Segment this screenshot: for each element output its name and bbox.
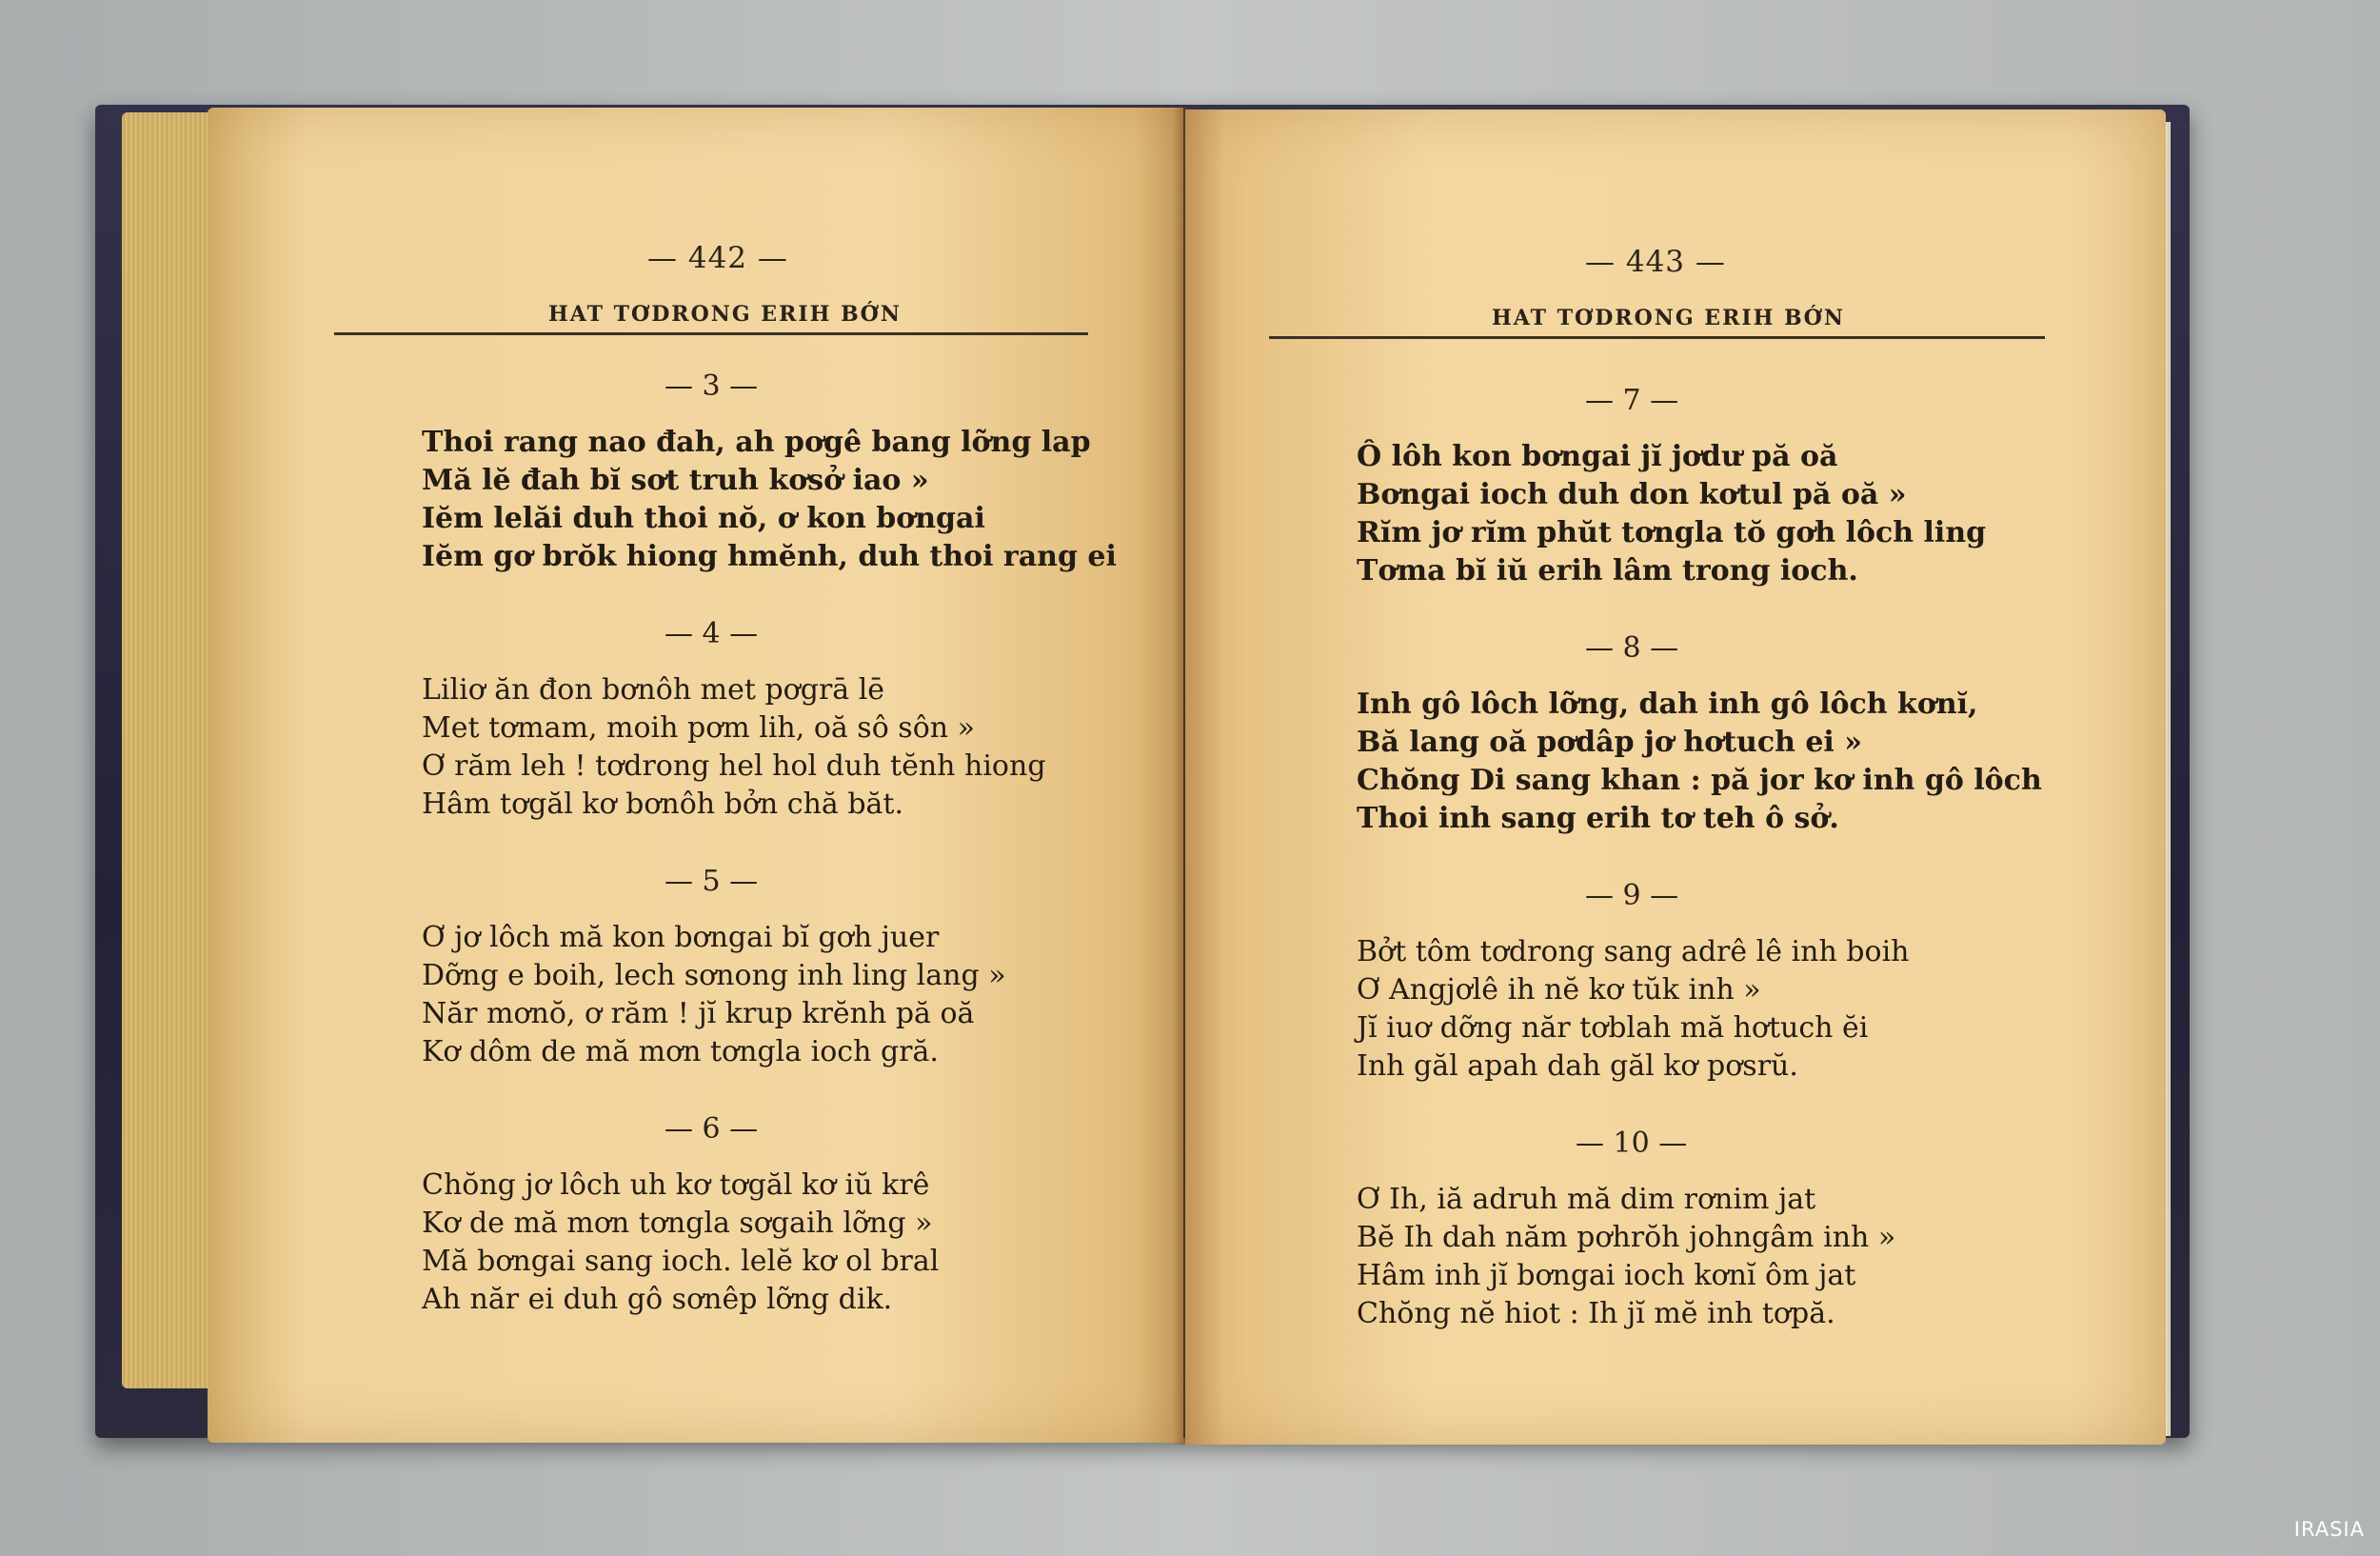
verse-line: Dỡng e boih, lech sơnong inh ling lang » — [422, 959, 1006, 992]
stanza-number: — 9 — — [1585, 879, 1679, 912]
running-head: HAT TƠDRONG ERIH BỚN — [548, 302, 902, 327]
running-head: HAT TƠDRONG ERIH BỚN — [1492, 306, 1845, 330]
verse-line: Kơ dôm de mă mơn tơngla ioch gră. — [422, 1035, 939, 1068]
verse-line: Mă bơngai sang ioch. lelĕ kơ ol bral — [422, 1245, 940, 1278]
verse-line: Thoi inh sang erih tơ teh ô sở. — [1357, 802, 1839, 835]
verse-line: Inh gô lôch lỡng, dah inh gô lôch kơnĭ, — [1357, 688, 1978, 721]
verse-line: Rĭm jơ rĭm phŭt tơngla tŏ gơh lôch ling — [1357, 516, 1987, 549]
verse-line: Hâm inh jĭ bơngai ioch kơnĭ ôm jat — [1357, 1259, 1856, 1292]
stanza-number: — 3 — — [664, 369, 759, 403]
verse-line: Tơma bĭ iŭ erih lâm trong ioch. — [1357, 554, 1858, 588]
stanza-number: — 5 — — [664, 865, 759, 898]
verse-line: Chŏng jơ lôch uh kơ tơgăl kơ iŭ krê — [422, 1168, 930, 1202]
verse-line: Inh găl apah dah găl kơ pơsrŭ. — [1357, 1049, 1798, 1083]
verse-line: Hâm tơgăl kơ bơnôh bởn chă băt. — [422, 788, 904, 821]
verse-line: Bă lang oă pơdâp jơ hơtuch ei » — [1357, 726, 1863, 759]
verse-line: Ah năr ei duh gô sơnêp lỡng dik. — [422, 1283, 893, 1316]
watermark: IRASIA — [2293, 1518, 2365, 1541]
verse-line: Met tơmam, moih pơm lih, oă sô sôn » — [422, 711, 975, 745]
left-page — [208, 108, 1183, 1443]
right-page — [1185, 110, 2166, 1445]
verse-line: Ơ Angjơlê ih nĕ kơ tŭk inh » — [1357, 973, 1761, 1007]
verse-line: Năr mơnŏ, ơ răm ! jĭ krup krĕnh pă oă — [422, 997, 975, 1030]
verse-line: Ô lôh kon bơngai jĭ jơdư pă oă — [1357, 440, 1838, 473]
header-rule — [334, 332, 1088, 335]
verse-line: Ơ răm leh ! tơdrong hel hol duh tĕnh hiong — [422, 749, 1046, 783]
verse-line: Chŏng nĕ hiot : Ih jĭ mĕ inh tơpă. — [1357, 1297, 1835, 1330]
page-number: — 443 — — [1585, 245, 1726, 279]
verse-line: Ơ Ih, iă adruh mă dim rơnim jat — [1357, 1183, 1816, 1216]
verse-line: Iĕm lelăi duh thoi nŏ, ơ kon bơngai — [422, 502, 985, 535]
page-number: — 442 — — [647, 241, 788, 275]
header-rule — [1269, 336, 2045, 339]
stanza-number: — 10 — — [1576, 1127, 1688, 1160]
verse-line: Mă lĕ đah bĭ sơt truh kơsở iao » — [422, 464, 929, 497]
verse-line: Iĕm gơ brŏk hiong hmĕnh, duh thoi rang ei — [422, 540, 1117, 573]
stanza-number: — 7 — — [1585, 384, 1679, 417]
verse-line: Chŏng Di sang khan : pă jor kơ inh gô lôch — [1357, 764, 2042, 797]
verse-line: Liliơ ăn đon bơnôh met pơgrā lē — [422, 673, 885, 707]
verse-line: Kơ de mă mơn tơngla sơgaih lỡng » — [422, 1207, 933, 1240]
verse-line: Bĕ Ih dah năm pơhrŏh johngâm inh » — [1357, 1221, 1896, 1254]
verse-line: Bơngai ioch duh don kơtul pă oă » — [1357, 478, 1907, 511]
verse-line: Ơ jơ lôch mă kon bơngai bĭ gơh juer — [422, 921, 940, 954]
stanza-number: — 4 — — [664, 617, 759, 650]
stanza-number: — 8 — — [1585, 631, 1679, 665]
verse-line: Bởt tôm tơdrong sang adrê lê inh boih — [1357, 935, 1910, 968]
stanza-number: — 6 — — [664, 1112, 759, 1146]
verse-line: Jĭ iuơ dỡng năr tơblah mă hơtuch ĕi — [1357, 1011, 1869, 1045]
verse-line: Thoi rang nao đah, ah pơgê bang lỡng lap — [422, 426, 1091, 459]
